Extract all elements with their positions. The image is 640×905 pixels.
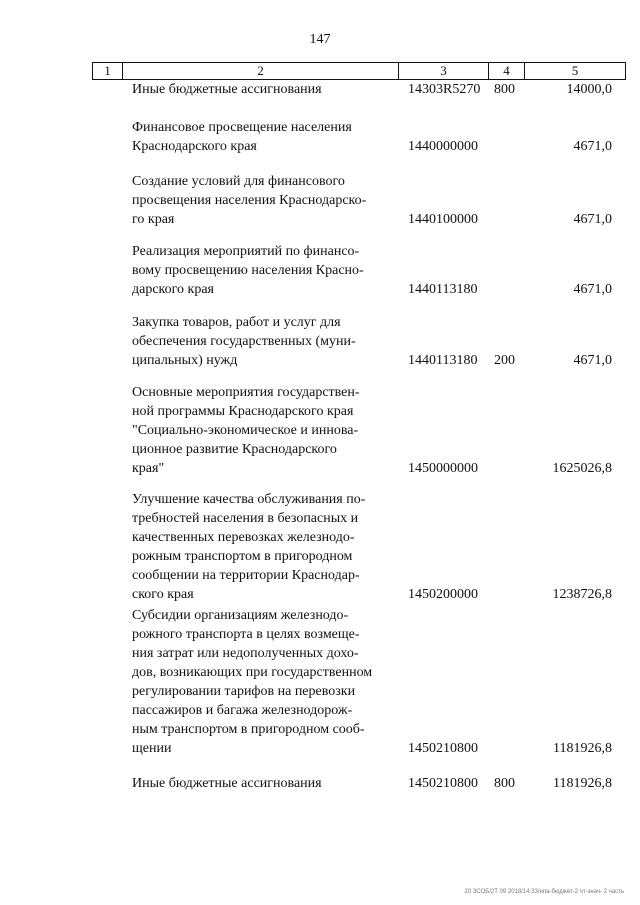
row-name-line: Улучшение качества обслуживания по- bbox=[132, 492, 366, 507]
row-type: 800 bbox=[494, 82, 515, 97]
row-name-line: Финансовое просвещение населения bbox=[132, 120, 352, 135]
row-name-line: Иные бюджетные ассигнования bbox=[132, 776, 322, 791]
table-row bbox=[132, 774, 612, 793]
row-amount: 1181926,8 bbox=[553, 776, 612, 791]
row-amount: 1238726,8 bbox=[552, 587, 612, 602]
row-name-line: вому просвещению населения Красно- bbox=[132, 263, 364, 278]
row-name-line: ского края bbox=[132, 587, 194, 602]
table-row bbox=[132, 172, 612, 229]
header-col-2: 2 bbox=[123, 63, 399, 79]
row-name-line: рожного транспорта в целях возмеще- bbox=[132, 627, 360, 642]
row-name bbox=[132, 490, 390, 604]
row-type: 800 bbox=[494, 776, 515, 791]
row-code: 1440000000 bbox=[408, 139, 478, 154]
header-col-5: 5 bbox=[571, 63, 579, 78]
row-code: 1450210800 bbox=[408, 776, 478, 791]
table-row bbox=[132, 383, 612, 478]
page-number: 147 bbox=[309, 32, 331, 47]
row-name-line: ным транспортом в пригородном сооб- bbox=[132, 722, 365, 737]
row-code: 1450200000 bbox=[408, 587, 478, 602]
row-name-line: требностей населения в безопасных и bbox=[132, 511, 359, 526]
row-amount: 4671,0 bbox=[573, 212, 612, 227]
row-type: 200 bbox=[494, 353, 515, 368]
row-name-line: просвещения населения Краснодарско- bbox=[132, 193, 367, 208]
row-name bbox=[132, 242, 390, 299]
row-name-line: го края bbox=[132, 212, 175, 227]
row-name bbox=[132, 313, 390, 370]
row-name-line: Основные мероприятия государствен- bbox=[132, 385, 360, 400]
row-name-line: Субсидии организациям железнодо- bbox=[132, 608, 349, 623]
row-name-line: ципальных) нужд bbox=[132, 353, 238, 368]
table-row bbox=[132, 118, 612, 156]
row-name-line: дов, возникающих при государственном bbox=[132, 665, 373, 680]
row-amount: 1181926,8 bbox=[553, 741, 612, 756]
row-code: 1440113180 bbox=[408, 282, 478, 297]
row-code: 14303R5270 bbox=[408, 82, 481, 97]
row-name-line: края" bbox=[132, 461, 165, 476]
row-code: 1440113180 bbox=[408, 353, 478, 368]
row-code: 1450000000 bbox=[408, 461, 478, 476]
table-row bbox=[132, 80, 612, 99]
footer-stamp: 20 ЗСОБ/2Т 09 2018/14:33/нпа-бюджет-2 чт-знач- 2 часть bbox=[464, 889, 624, 895]
row-name bbox=[132, 118, 390, 156]
row-code: 1450210800 bbox=[408, 741, 478, 756]
row-name bbox=[132, 80, 390, 99]
row-name-line: обеспечения государственных (муни- bbox=[132, 334, 356, 349]
table-header bbox=[92, 62, 626, 80]
row-name-line: щении bbox=[132, 741, 172, 756]
row-name-line: Создание условий для финансового bbox=[132, 174, 345, 189]
row-name bbox=[132, 606, 390, 758]
row-name-line: регулировании тарифов на перевозки bbox=[132, 684, 356, 699]
row-name-line: Иные бюджетные ассигнования bbox=[132, 82, 322, 97]
row-name-line: "Социально-экономическое и иннова- bbox=[132, 423, 359, 438]
table-row bbox=[132, 313, 612, 370]
row-name-line: рожным транспортом в пригородном bbox=[132, 549, 353, 564]
row-name bbox=[132, 172, 390, 229]
row-amount: 4671,0 bbox=[573, 353, 612, 368]
row-amount: 4671,0 bbox=[573, 139, 612, 154]
row-name-line: качественных перевозках железнодо- bbox=[132, 530, 355, 545]
header-col-1: 1 bbox=[93, 63, 123, 79]
row-name-line: Закупка товаров, работ и услуг для bbox=[132, 315, 341, 330]
header-col-4: 4 bbox=[489, 63, 525, 79]
row-amount: 14000,0 bbox=[566, 82, 612, 97]
row-amount: 4671,0 bbox=[573, 282, 612, 297]
row-name-line: ния затрат или недополученных дохо- bbox=[132, 646, 359, 661]
table-row bbox=[132, 490, 612, 604]
table-row bbox=[132, 242, 612, 299]
row-name-line: Краснодарского края bbox=[132, 139, 257, 154]
row-name-line: сообщении на территории Краснодар- bbox=[132, 568, 360, 583]
row-name-line: пассажиров и багажа железнодорож- bbox=[132, 703, 353, 718]
row-name-line: дарского края bbox=[132, 282, 214, 297]
row-name bbox=[132, 383, 390, 478]
table-row bbox=[132, 606, 612, 758]
row-amount: 1625026,8 bbox=[552, 461, 612, 476]
row-name-line: ной программы Краснодарского края bbox=[132, 404, 354, 419]
row-name bbox=[132, 774, 390, 793]
row-name-line: Реализация мероприятий по финансо- bbox=[132, 244, 360, 259]
row-name-line: ционное развитие Краснодарского bbox=[132, 442, 337, 457]
row-code: 1440100000 bbox=[408, 212, 478, 227]
header-col-3: 3 bbox=[399, 63, 489, 79]
